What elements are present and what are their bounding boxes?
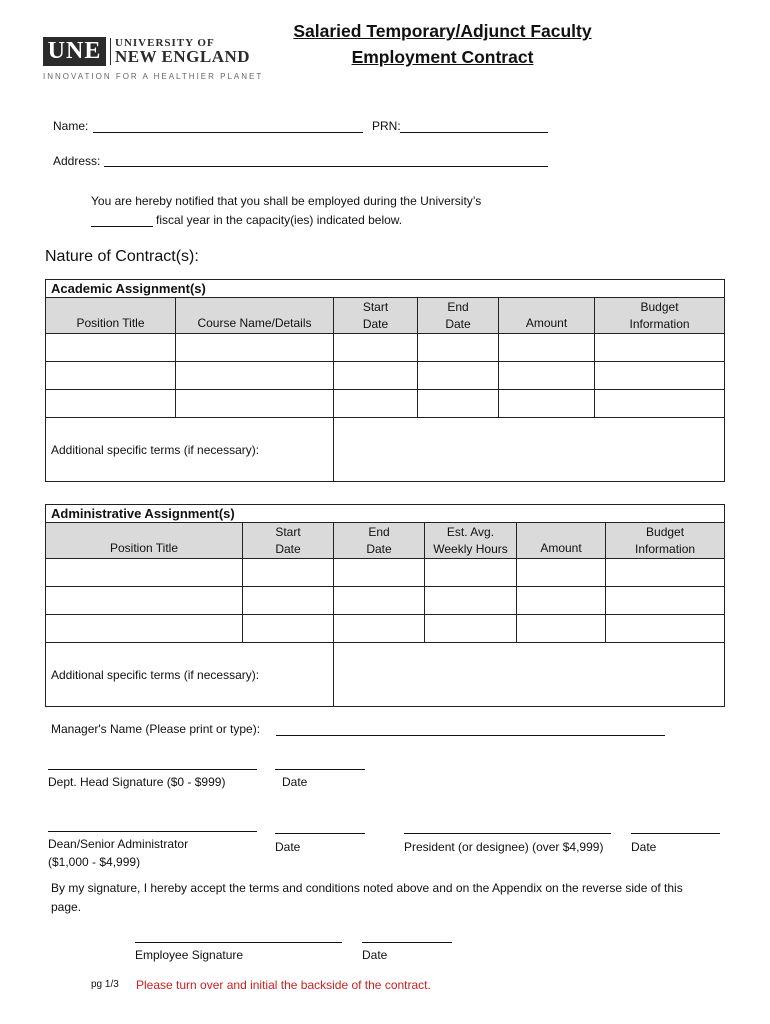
administrative-header-row [46, 523, 725, 559]
dean-date-label: Date [275, 840, 301, 854]
president-date-label: Date [631, 840, 657, 854]
dean-label-line1: Dean/Senior Administrator [48, 837, 189, 851]
table-cell[interactable] [517, 559, 606, 587]
additional-terms-field[interactable] [334, 418, 725, 482]
table-cell[interactable] [334, 615, 425, 643]
dept-head-date-line[interactable] [275, 769, 365, 770]
table-cell[interactable] [334, 362, 418, 390]
academic-section-title: Academic Assignment(s) [46, 280, 725, 298]
additional-terms-row [46, 643, 725, 707]
table-cell[interactable] [243, 559, 334, 587]
table-cell[interactable] [176, 334, 334, 362]
table-cell[interactable] [46, 390, 176, 418]
turn-over-notice: Please turn over and initial the backside of the contract. [136, 978, 431, 992]
table-row [46, 587, 725, 615]
additional-terms-field[interactable] [334, 643, 725, 707]
table-row [46, 362, 725, 390]
table-cell[interactable] [334, 390, 418, 418]
col-budget-l1: Budget [646, 524, 685, 539]
additional-terms-label: Additional specific terms (if necessary): [46, 418, 334, 482]
col-amount: Amount [499, 298, 595, 334]
address-field[interactable] [104, 166, 548, 167]
president-date-line[interactable] [631, 833, 720, 834]
col-budget [606, 523, 725, 559]
dean-signature-line[interactable] [48, 831, 257, 832]
table-cell[interactable] [595, 390, 725, 418]
dean-label-line2: ($1,000 - $4,999) [48, 855, 141, 869]
table-cell[interactable] [334, 334, 418, 362]
table-cell[interactable] [499, 390, 595, 418]
nature-of-contract-heading: Nature of Contract(s): [45, 248, 199, 265]
academic-header-row [46, 298, 725, 334]
col-course-name: Course Name/Details [176, 298, 334, 334]
fiscal-year-field[interactable] [91, 226, 153, 227]
dept-head-signature-label: Dept. Head Signature ($0 - $999) [48, 775, 226, 789]
col-start-date-l2: Date [362, 316, 389, 331]
employee-signature-line[interactable] [135, 942, 342, 943]
logo-divider [110, 38, 111, 65]
table-cell[interactable] [418, 334, 499, 362]
manager-name-field[interactable] [276, 735, 665, 736]
col-start-date [334, 298, 418, 334]
table-cell[interactable] [418, 362, 499, 390]
une-logo: UNE [43, 37, 106, 66]
table-cell[interactable] [176, 362, 334, 390]
manager-name-label: Manager's Name (Please print or type): [51, 722, 261, 736]
logo-university-of: UNIVERSITY OF [115, 37, 215, 49]
col-weekly-hours-l1: Est. Avg. [446, 524, 495, 539]
col-start-date [243, 523, 334, 559]
col-amount: Amount [517, 523, 606, 559]
col-position-title: Position Title [46, 298, 176, 334]
page-number: pg 1/3 [91, 979, 119, 990]
col-budget-l2: Information [635, 541, 696, 556]
page-title-line2: Employment Contract [351, 47, 534, 67]
table-cell[interactable] [595, 362, 725, 390]
col-weekly-hours-l2: Weekly Hours [433, 541, 508, 556]
table-cell[interactable] [176, 390, 334, 418]
table-cell[interactable] [46, 362, 176, 390]
table-cell[interactable] [499, 362, 595, 390]
acceptance-text-line1: By my signature, I hereby accept the terms and conditions noted above and on the Appendix on the reverse side of this [51, 881, 683, 895]
prn-label: PRN: [372, 119, 401, 133]
table-row [46, 334, 725, 362]
table-row [46, 615, 725, 643]
col-position-title: Position Title [46, 523, 243, 559]
employee-date-line[interactable] [362, 942, 452, 943]
table-cell[interactable] [425, 615, 517, 643]
additional-terms-label: Additional specific terms (if necessary): [46, 643, 334, 707]
table-cell[interactable] [517, 615, 606, 643]
col-end-date [418, 298, 499, 334]
col-budget [595, 298, 725, 334]
prn-field[interactable] [400, 132, 548, 133]
notice-line1: You are hereby notified that you shall be employed during the University’s [91, 194, 482, 208]
name-field[interactable] [93, 132, 363, 133]
table-cell[interactable] [425, 559, 517, 587]
dept-head-signature-line[interactable] [48, 769, 257, 770]
col-end-date-l2: Date [445, 316, 471, 331]
table-cell[interactable] [606, 587, 725, 615]
col-start-date-l2: Date [275, 541, 301, 556]
table-cell[interactable] [46, 559, 243, 587]
col-start-date-l1: Start [362, 299, 389, 314]
notice-line2: fiscal year in the capacity(ies) indicated below. [156, 213, 403, 227]
employee-date-label: Date [362, 948, 388, 962]
table-row [46, 559, 725, 587]
president-label: President (or designee) (over $4,999) [404, 840, 604, 854]
table-cell[interactable] [418, 390, 499, 418]
academic-assignments-table [45, 279, 725, 482]
acceptance-text-line2: page. [51, 900, 82, 914]
page-title-line1: Salaried Temporary/Adjunct Faculty [293, 21, 592, 41]
col-end-date-l1: End [368, 524, 390, 539]
col-end-date-l1: End [447, 299, 469, 314]
table-cell[interactable] [46, 587, 243, 615]
table-cell[interactable] [243, 615, 334, 643]
col-budget-l2: Information [629, 316, 690, 331]
col-end-date [334, 523, 425, 559]
table-cell[interactable] [46, 615, 243, 643]
administrative-section-title: Administrative Assignment(s) [46, 505, 725, 523]
additional-terms-row [46, 418, 725, 482]
logo-new-england: NEW ENGLAND [115, 47, 251, 66]
president-signature-line[interactable] [404, 833, 611, 834]
table-cell[interactable] [243, 587, 334, 615]
table-cell[interactable] [595, 334, 725, 362]
administrative-assignments-table [45, 504, 725, 707]
address-label: Address: [53, 154, 101, 168]
employee-signature-label: Employee Signature [135, 948, 244, 962]
dept-head-date-label: Date [282, 775, 308, 789]
col-start-date-l1: Start [275, 524, 301, 539]
table-cell[interactable] [334, 587, 425, 615]
col-budget-l1: Budget [640, 299, 679, 314]
col-weekly-hours [425, 523, 517, 559]
table-row [46, 390, 725, 418]
table-cell[interactable] [517, 587, 606, 615]
table-cell[interactable] [334, 559, 425, 587]
dean-date-line[interactable] [275, 833, 365, 834]
table-cell[interactable] [606, 615, 725, 643]
col-end-date-l2: Date [366, 541, 392, 556]
table-cell[interactable] [425, 587, 517, 615]
table-cell[interactable] [606, 559, 725, 587]
name-label: Name: [53, 119, 89, 133]
logo-tagline: INNOVATION FOR A HEALTHIER PLANET [43, 72, 264, 81]
table-cell[interactable] [46, 334, 176, 362]
table-cell[interactable] [499, 334, 595, 362]
